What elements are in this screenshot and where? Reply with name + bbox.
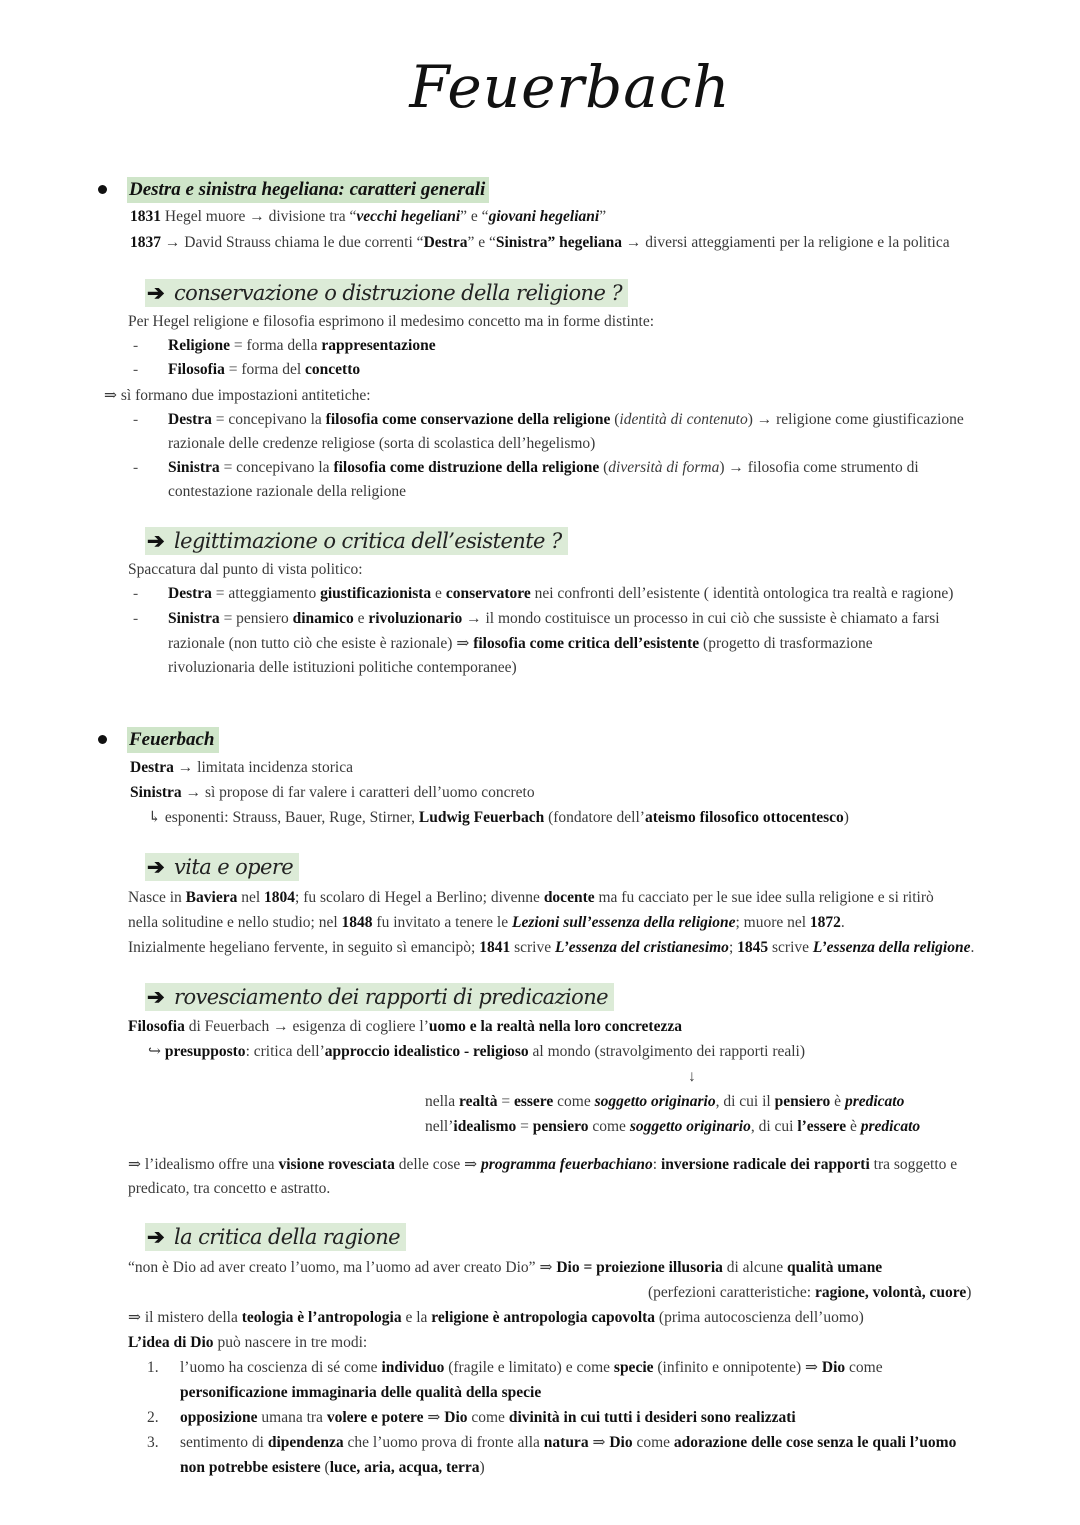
arrow-right-icon: ➔ — [147, 984, 164, 1009]
subheading-vita-opere: ➔ vita e opere — [145, 853, 299, 881]
text-line: Sinistra → sì propose di far valere i caratteri dell’uomo concreto — [130, 784, 535, 801]
text-line: (perfezioni caratteristiche: ragione, volontà, cuore) — [648, 1284, 972, 1301]
text-line: Per Hegel religione e filosofia esprimono il medesimo concetto ma in forme distinte: — [128, 313, 655, 330]
arrow-right-icon: ➔ — [147, 1224, 164, 1249]
list-number: 1. — [147, 1359, 159, 1376]
text-line: Religione = forma della rappresentazione — [168, 337, 436, 354]
dash-marker: - — [133, 411, 139, 428]
text-line: Destra = atteggiamento giustificazionista e conservatore nei confronti dell’esistente ( identità ontologica tra realtà e ragione) — [168, 585, 954, 602]
text-line: Sinistra = pensiero dinamico e rivoluzionario → il mondo costituisce un processo in cui ciò che sussiste è chiamato a farsi — [168, 610, 940, 627]
text-line: 1837 → David Strauss chiama le due correnti “Destra” e “Sinistra” hegeliana → diversi atteggiamenti per la religione e la politica — [130, 234, 950, 251]
text-line: Inizialmente hegeliano fervente, in seguito sì emancipò; 1841 scrive L’essenza del cristianesimo; 1845 scrive L’essenza della religione. — [128, 939, 975, 956]
text-line: Filosofia di Feuerbach → esigenza di cogliere l’uomo e la realtà nella loro concretezza — [128, 1018, 682, 1035]
list-item: non potrebbe esistere (luce, aria, acqua, terra) — [180, 1459, 485, 1476]
section-heading-feuerbach: Feuerbach — [127, 727, 219, 753]
text-line: L’idea di Dio può nascere in tre modi: — [128, 1334, 368, 1351]
text-line: razionale delle credenze religiose (sorta di scolastica dell’hegelismo) — [168, 435, 596, 452]
text-line: predicato, tra concetto e astratto. — [128, 1180, 331, 1197]
text-line: Spaccatura dal punto di vista politico: — [128, 561, 363, 578]
text-line: nella realtà = essere come soggetto originario, di cui il pensiero è predicato — [425, 1093, 905, 1110]
text-line: Sinistra = concepivano la filosofia come distruzione della religione (diversità di forma) → filosofia come strumento di — [168, 459, 919, 476]
arrow-right-icon: ➔ — [147, 854, 164, 879]
text-line: ⇒ il mistero della teologia è l’antropologia e la religione è antropologia capovolta (prima autocoscienza dell’uomo) — [128, 1309, 864, 1326]
subheading-legittimazione: ➔ legittimazione o critica dell’esistente ? — [145, 527, 568, 555]
list-item: sentimento di dipendenza che l’uomo prova di fronte alla natura ⇒ Dio come adorazione delle cose senza le quali l’uomo — [180, 1434, 957, 1451]
text-line: contestazione razionale della religione — [168, 483, 406, 500]
text-line: nella solitudine e nello studio; nel 1848 fu invitato a tenere le Lezioni sull’essenza della religione; muore nel 1872. — [128, 914, 845, 931]
subheading-conservazione: ➔ conservazione o distruzione della religione ? — [145, 279, 628, 307]
text-line: Destra → limitata incidenza storica — [130, 759, 353, 776]
text-line: 1831 Hegel muore → divisione tra “vecchi hegeliani” e “giovani hegeliani” — [130, 208, 607, 225]
list-number: 2. — [147, 1409, 159, 1426]
list-number: 3. — [147, 1434, 159, 1451]
subheading-rovesciamento: ➔ rovesciamento dei rapporti di predicazione — [145, 983, 614, 1011]
text-line: Filosofia = forma del concetto — [168, 361, 361, 378]
arrow-right-icon: ➔ — [147, 280, 164, 305]
text-line: rivoluzionaria delle istituzioni politiche contemporanee) — [168, 659, 517, 676]
dash-marker: - — [133, 459, 139, 476]
text-line: nell’idealismo = pensiero come soggetto originario, di cui l’essere è predicato — [425, 1118, 921, 1135]
text-line: Nasce in Baviera nel 1804; fu scolaro di Hegel a Berlino; divenne docente ma fu cacciato per le sue idee sulla religione e si ritirò — [128, 889, 934, 906]
dash-marker: - — [133, 585, 139, 602]
text-line: ↪ presupposto: critica dell’approccio idealistico - religioso al mondo (stravolgimento dei rapporti reali) — [148, 1043, 806, 1060]
section-heading-destra-sinistra: Destra e sinistra hegeliana: caratteri generali — [127, 177, 489, 203]
subheading-critica-ragione: ➔ la critica della ragione — [145, 1223, 406, 1251]
list-item: l’uomo ha coscienza di sé come individuo (fragile e limitato) e come specie (infinito e onnipotente) ⇒ Dio come — [180, 1359, 883, 1376]
dash-marker: - — [133, 610, 139, 627]
dash-marker: - — [133, 337, 139, 354]
text-line: razionale (non tutto ciò che esiste è razionale) ⇒ filosofia come critica dell’esistente (progetto di trasformazione — [168, 635, 873, 652]
text-line: “non è Dio ad aver creato l’uomo, ma l’uomo ad aver creato Dio” ⇒ Dio = proiezione illusoria di alcune qualità umane — [128, 1259, 883, 1276]
dash-marker: - — [133, 361, 139, 378]
list-item: personificazione immaginaria delle qualità della specie — [180, 1384, 542, 1401]
text-line: ⇒ l’idealismo offre una visione rovesciata delle cose ⇒ programma feuerbachiano: inversione radicale dei rapporti tra soggetto e — [128, 1156, 958, 1173]
bullet-dot — [98, 735, 107, 744]
bullet-dot — [98, 185, 107, 194]
page-title: Feuerbach — [409, 53, 731, 121]
list-item: opposizione umana tra volere e potere ⇒ Dio come divinità in cui tutti i desideri sono realizzati — [180, 1409, 796, 1426]
arrow-right-icon: ➔ — [147, 528, 164, 553]
text-line: ⇒ sì formano due impostazioni antitetiche: — [104, 387, 371, 404]
down-arrow-icon: ↓ — [688, 1068, 696, 1085]
text-line: Destra = concepivano la filosofia come conservazione della religione (identità di contenuto) → religione come giustificazione — [168, 411, 964, 428]
text-line: ↳ esponenti: Strauss, Bauer, Ruge, Stirner, Ludwig Feuerbach (fondatore dell’ateismo filosofico ottocentesco) — [148, 809, 849, 826]
